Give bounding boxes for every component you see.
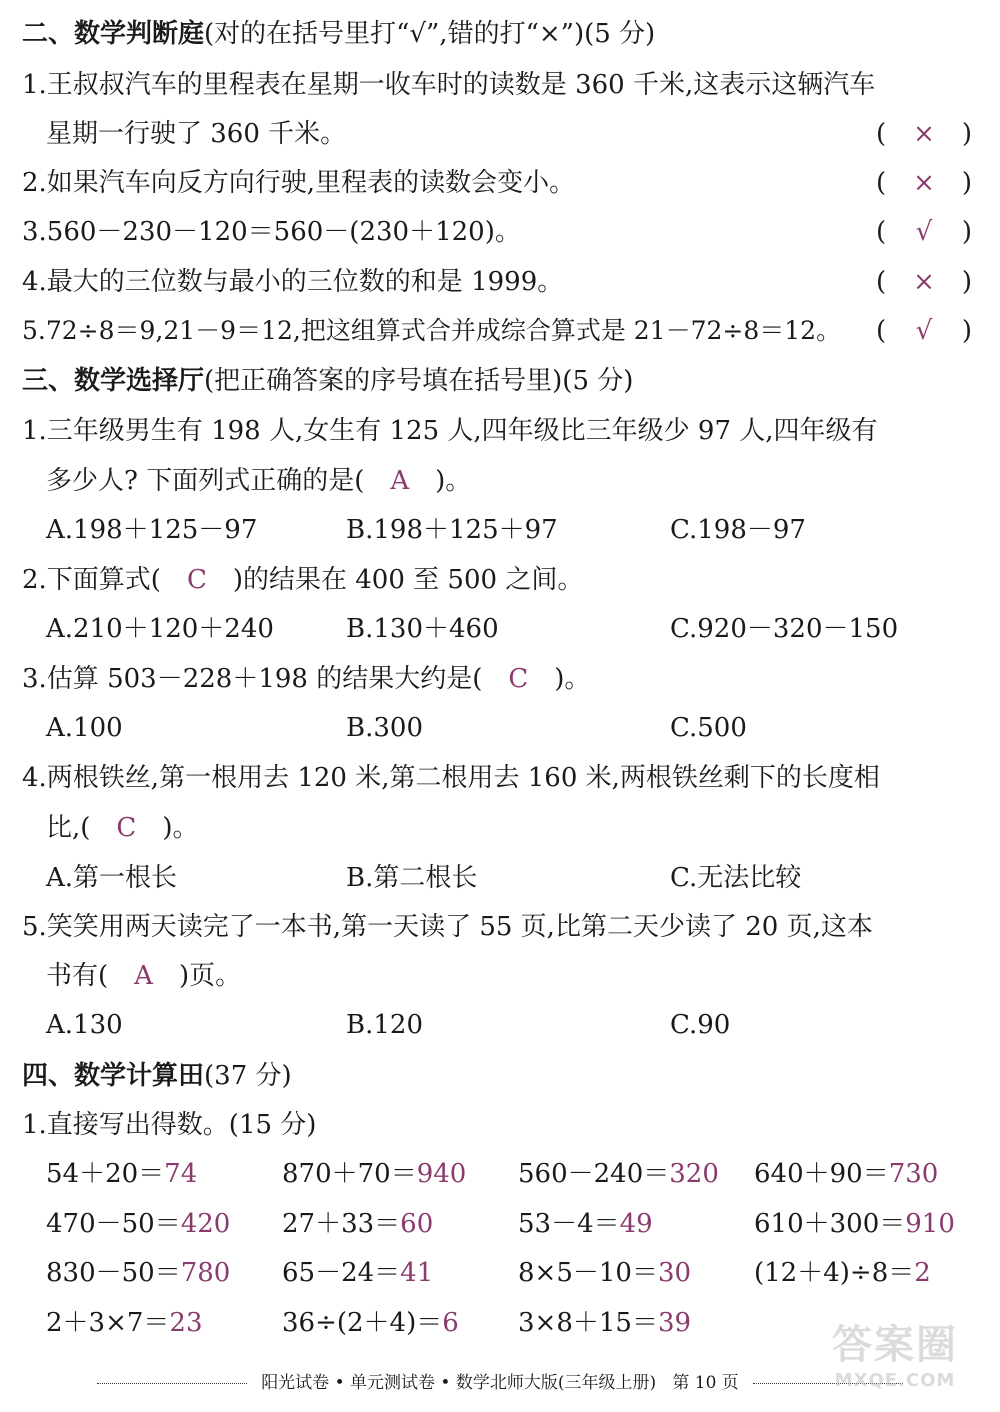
section-4-heading xyxy=(22,1052,1000,1100)
question-text: 3.560－230－120＝560－(230＋120)。 xyxy=(22,217,521,247)
question-text: 比,( C )。 xyxy=(46,813,199,843)
page-number: 第 10 页 xyxy=(672,1373,739,1393)
calc-item: 27＋33＝60 xyxy=(282,1209,434,1239)
choice-q4-options xyxy=(0,854,1000,902)
option-b: B.300 xyxy=(346,713,423,743)
calc-row-1 xyxy=(0,1150,1000,1198)
answer-mark: √ xyxy=(915,316,933,346)
watermark-logo xyxy=(820,1320,970,1410)
option-a: A.198＋125－97 xyxy=(46,515,258,545)
answer-mark: C xyxy=(116,813,137,843)
answer-mark: C xyxy=(508,664,529,694)
choice-q5-line1 xyxy=(0,903,1000,951)
option-b: B.120 xyxy=(346,1010,423,1040)
option-a: A.100 xyxy=(46,713,123,743)
option-b: B.130＋460 xyxy=(346,614,499,644)
question-text: 1.王叔叔汽车的里程表在星期一收车时的读数是 360 千米,这表示这辆汽车 xyxy=(22,70,876,100)
calc-item: 830－50＝780 xyxy=(46,1258,231,1288)
question-text: 1.直接写出得数。(15 分) xyxy=(22,1110,317,1140)
answer-mark: A xyxy=(134,961,153,991)
question-text: 星期一行驶了 360 千米。 xyxy=(46,119,347,149)
footer-divider xyxy=(97,1383,247,1384)
footer-title: 阳光试卷 • 单元测试卷 • 数学北师大版(三年级上册) xyxy=(261,1373,657,1393)
option-a: A.130 xyxy=(46,1010,123,1040)
calc-item: 65－24＝41 xyxy=(282,1258,434,1288)
choice-q2 xyxy=(0,556,1000,604)
choice-q2-options xyxy=(0,605,1000,653)
section-title: 二、数学判断庭 xyxy=(22,19,205,49)
question-text: 2.下面算式( C )的结果在 400 至 500 之间。 xyxy=(22,565,584,595)
judge-item-3 xyxy=(0,208,1000,256)
calc-item: 36÷(2＋4)＝6 xyxy=(282,1308,459,1338)
question-text: 多少人? 下面列式正确的是( A )。 xyxy=(46,466,472,496)
option-a: A.210＋120＋240 xyxy=(46,614,274,644)
question-text: 5.笑笑用两天读完了一本书,第一天读了 55 页,比第二天少读了 20 页,这本 xyxy=(22,912,873,942)
question-text: 2.如果汽车向反方向行驶,里程表的读数会变小。 xyxy=(22,168,576,198)
calc-item: 53－4＝49 xyxy=(518,1209,653,1239)
choice-q1-line1 xyxy=(0,407,1000,455)
question-text: 4.最大的三位数与最小的三位数的和是 1999。 xyxy=(22,267,564,297)
option-c: C.920－320－150 xyxy=(670,614,899,644)
choice-q5-line2 xyxy=(0,952,1000,1000)
section-title: 三、数学选择厅 xyxy=(22,366,205,396)
question-text: 4.两根铁丝,第一根用去 120 米,第二根用去 160 米,两根铁丝剩下的长度相 xyxy=(22,763,880,793)
watermark-url: MXQE.COM xyxy=(834,1370,956,1391)
choice-q4-line2 xyxy=(0,804,1000,852)
section-note: (把正确答案的序号填在括号里)(5 分) xyxy=(204,366,634,396)
calc-item: 610＋300＝910 xyxy=(754,1209,955,1239)
section-title: 四、数学计算田 xyxy=(22,1061,205,1091)
section-2-heading xyxy=(22,10,1000,58)
question-text: 5.72÷8＝9,21－9＝12,把这组算式合并成综合算式是 21－72÷8＝12。 xyxy=(22,316,842,345)
calc-item: 3×8＋15＝39 xyxy=(518,1308,692,1338)
option-a: A.第一根长 xyxy=(46,863,178,893)
calc-item: 560－240＝320 xyxy=(518,1159,719,1189)
answer-bracket: ( × ) xyxy=(876,267,972,297)
answer-bracket: ( × ) xyxy=(876,119,972,149)
calc-item: 470－50＝420 xyxy=(46,1209,231,1239)
option-c: C.500 xyxy=(670,713,747,743)
answer-mark: A xyxy=(390,466,410,496)
answer-mark: × xyxy=(913,267,935,297)
section-3-heading xyxy=(22,357,1000,405)
answer-bracket: ( √ ) xyxy=(876,217,972,247)
choice-q5-options xyxy=(0,1001,1000,1049)
section-note: (对的在括号里打“√”,错的打“×”)(5 分) xyxy=(204,19,656,49)
answer-mark: C xyxy=(186,565,207,595)
answer-bracket: ( × ) xyxy=(876,168,972,198)
question-text: 书有( A )页。 xyxy=(46,961,242,991)
calc-item: 54＋20＝74 xyxy=(46,1159,198,1189)
judge-item-2 xyxy=(0,159,1000,207)
answer-mark: × xyxy=(913,168,935,198)
calc-item: 8×5－10＝30 xyxy=(518,1258,692,1288)
section-note: (37 分) xyxy=(204,1061,292,1091)
option-c: C.198－97 xyxy=(670,515,806,545)
answer-mark: × xyxy=(913,119,935,149)
choice-q1-line2 xyxy=(0,457,1000,505)
choice-q1-options xyxy=(0,506,1000,554)
calc-item: 870＋70＝940 xyxy=(282,1159,467,1189)
judge-item-5 xyxy=(0,307,1000,355)
option-c: C.无法比较 xyxy=(670,863,802,893)
calc-row-3 xyxy=(0,1249,1000,1297)
answer-bracket: ( √ ) xyxy=(876,316,972,346)
calc-sub-heading xyxy=(0,1101,1000,1149)
question-text: 1.三年级男生有 198 人,女生有 125 人,四年级比三年级少 97 人,四年级有 xyxy=(22,416,878,446)
option-b: B.第二根长 xyxy=(346,863,478,893)
choice-q3-options xyxy=(0,704,1000,752)
judge-item-4 xyxy=(0,258,1000,306)
watermark-text: 答案圈 xyxy=(832,1322,958,1368)
judge-item-1-line2 xyxy=(0,110,1000,158)
calc-item: (12＋4)÷8＝2 xyxy=(754,1258,931,1288)
choice-q4-line1 xyxy=(0,754,1000,802)
calc-row-2 xyxy=(0,1200,1000,1248)
answer-mark: √ xyxy=(915,217,933,247)
calc-item: 640＋90＝730 xyxy=(754,1159,939,1189)
question-text: 3.估算 503－228＋198 的结果大约是( C )。 xyxy=(22,664,591,694)
judge-item-1-line1 xyxy=(0,61,1000,109)
calc-item: 2＋3×7＝23 xyxy=(46,1308,203,1338)
option-b: B.198＋125＋97 xyxy=(346,515,558,545)
choice-q3 xyxy=(0,655,1000,703)
option-c: C.90 xyxy=(670,1010,731,1040)
